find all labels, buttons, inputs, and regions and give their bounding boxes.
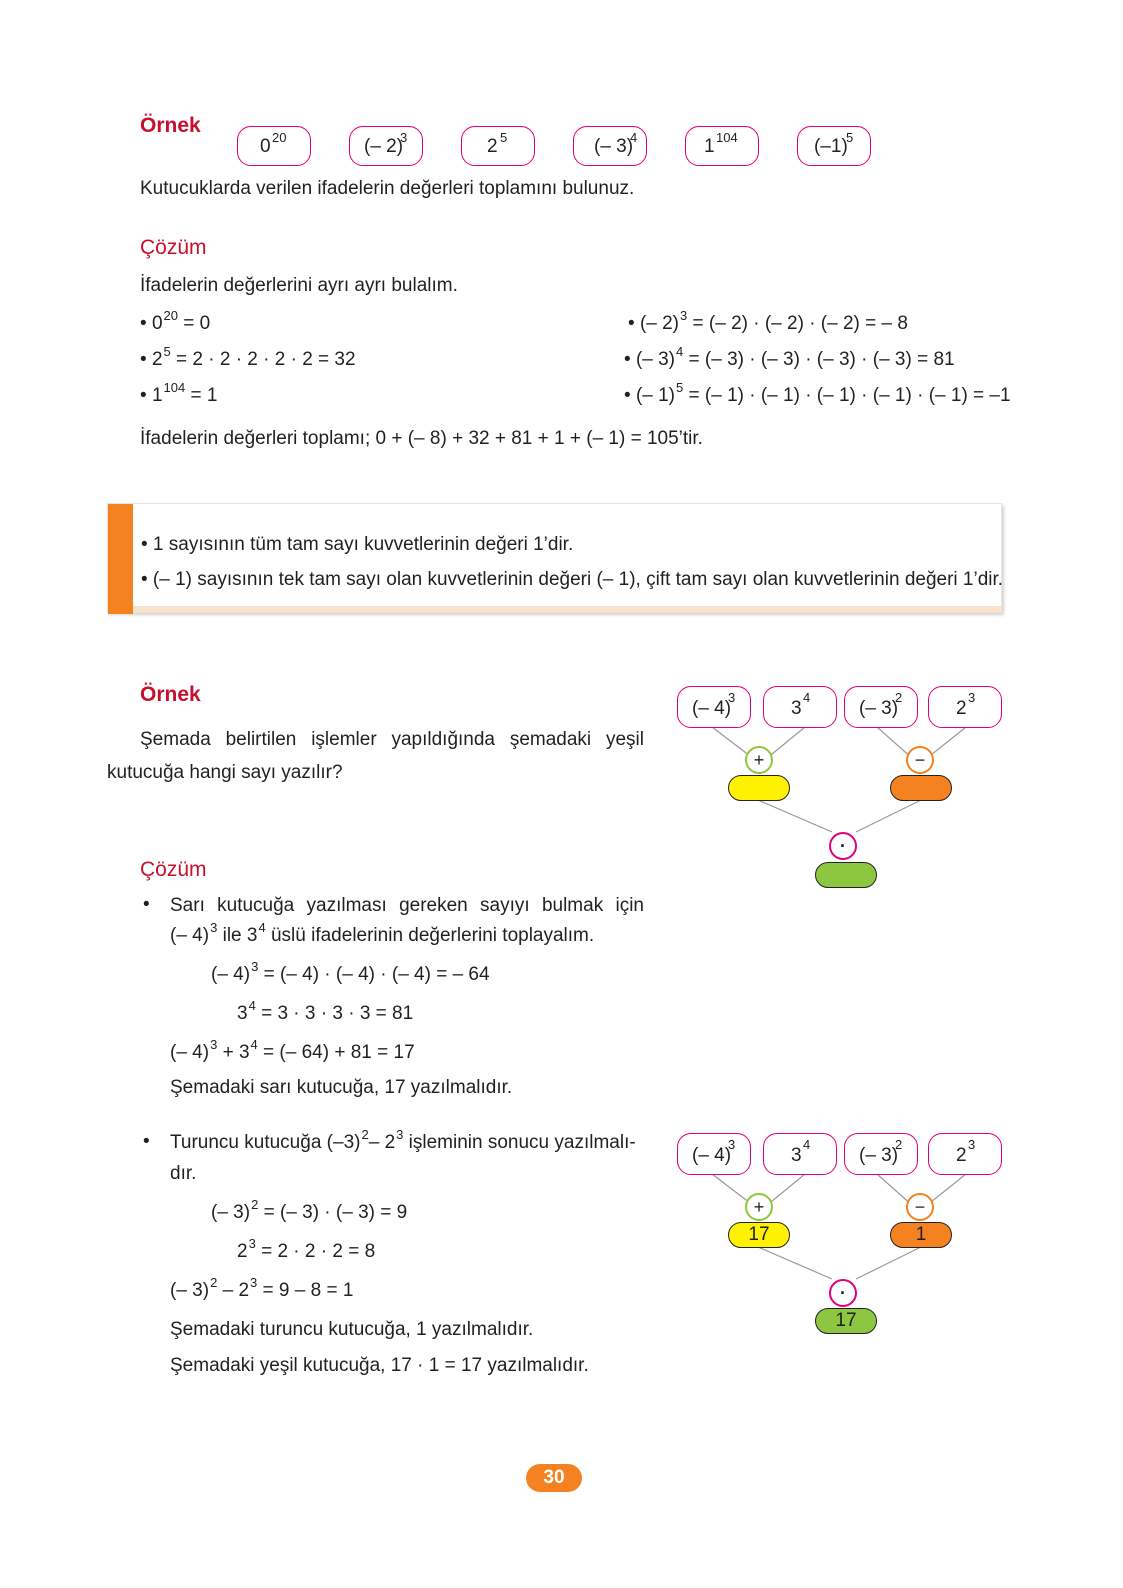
expr-box-1 xyxy=(237,126,311,166)
expr-exponent: 3 xyxy=(728,1137,736,1152)
expr-exponent: 4 xyxy=(803,1137,811,1152)
solution2-heading: Çözüm xyxy=(140,858,207,881)
solution-line: • (– 3)$^4$ = (– 3) · (– 3) · (– 3) · (– 3) = 81 xyxy=(624,344,955,370)
conclusion: Şemadaki yeşil kutucuğa, 17 · 1 = 17 yazılmalıdır. xyxy=(170,1355,589,1376)
expr-exponent: 3 xyxy=(968,1137,976,1152)
expr-exponent: 104 xyxy=(716,130,738,145)
conclusion: Şemadaki turuncu kutucuğa, 1 yazılmalıdır. xyxy=(170,1319,534,1340)
bullet: • xyxy=(143,1131,150,1152)
expr-exponent: 3 xyxy=(728,690,736,705)
equation: (– $4)^3 + 3^4$ = (– 64) + 81 = 17 xyxy=(170,1037,415,1063)
equation: $2^3 = 2 \cdot 2 \cdot 2 = 8$ xyxy=(237,1236,376,1262)
diagram-box-2 xyxy=(763,686,837,728)
solution2-p2-line2: dır. xyxy=(170,1163,197,1184)
expr-box-5 xyxy=(685,126,759,166)
diagram2-box-2 xyxy=(763,1133,837,1175)
note-accent-bar xyxy=(108,504,133,614)
expr-box-3 xyxy=(461,126,535,166)
example2-question-line1: Şemada belirtilen işlemler yapıldığında şemadaki yeşil xyxy=(140,729,644,750)
expr-exponent: 4 xyxy=(803,690,811,705)
example2-question-line2: kutucuğa hangi sayı yazılır? xyxy=(107,762,343,783)
solution2-p1-line1: Sarı kutucuğa yazılması gereken sayıyı bulmak için xyxy=(170,895,644,916)
expr-box-4 xyxy=(573,126,647,166)
solution2-p1-line2: (– 4)$^3$ ile $3^4$ üslü ifadelerinin değerlerini toplayalım. xyxy=(170,920,595,946)
solution-heading: Çözüm xyxy=(140,236,207,259)
expr-base: 3 xyxy=(791,1145,802,1166)
page-number: 30 xyxy=(526,1464,582,1492)
expr-exponent: 20 xyxy=(272,130,287,145)
multiply-icon: · xyxy=(829,1279,857,1307)
plus-icon: + xyxy=(745,746,773,774)
diagram-box-1 xyxy=(677,686,751,728)
plus-icon: + xyxy=(745,1193,773,1221)
orange-box-filled: 1 xyxy=(890,1222,952,1248)
expr-base: 2 xyxy=(487,136,498,157)
yellow-box-filled: 17 xyxy=(728,1222,790,1248)
equation: $3^4 = 3 \cdot 3 \cdot 3 \cdot 3 = 81$ xyxy=(237,998,414,1024)
solution-line: • $1^{104} = 1$ xyxy=(140,380,218,406)
expr-exponent: 4 xyxy=(630,130,638,145)
expr-base: (– 3) xyxy=(859,1145,899,1166)
expr-base: (– 2) xyxy=(364,136,404,157)
example-question: Kutucuklarda verilen ifadelerin değerleri toplamını bulunuz. xyxy=(140,178,635,199)
equation: (– 4)$^3$ = (– 4) · (– 4) · (– 4) = – 64 xyxy=(211,959,490,985)
expr-exponent: 5 xyxy=(500,130,508,145)
conclusion: Şemadaki sarı kutucuğa, 17 yazılmalıdır. xyxy=(170,1077,513,1098)
note-line-1: • 1 sayısının tüm tam sayı kuvvetlerinin değeri 1’dir. xyxy=(141,534,574,555)
expr-box-6 xyxy=(797,126,871,166)
expr-base: (– 3) xyxy=(594,136,634,157)
solution-line: • $0^{20} = 0$ xyxy=(140,308,211,334)
expr-base: 2 xyxy=(956,1145,967,1166)
expr-base: 0 xyxy=(260,136,271,157)
diagram2-box-1 xyxy=(677,1133,751,1175)
equation: (– $3)^2 - 2^3 = 9 - 8 = 1$ xyxy=(170,1275,354,1301)
diagram-box-4 xyxy=(928,686,1002,728)
expr-base: (–1) xyxy=(814,136,848,157)
equation: (– 3)$^2$ = (– 3) · (– 3) = 9 xyxy=(211,1197,408,1223)
bullet: • xyxy=(143,894,150,915)
solution-line: • (– 2)$^3$ = (– 2) · (– 2) · (– 2) = – 8 xyxy=(628,308,908,334)
expr-exponent: 3 xyxy=(968,690,976,705)
green-box xyxy=(815,862,877,888)
solution2-p2-line1: Turuncu kutucuğa $(-3)^2-$ $2^3$ işleminin sonucu yazılmalı- xyxy=(170,1127,636,1153)
minus-icon: − xyxy=(906,1193,934,1221)
example-heading: Örnek xyxy=(140,114,201,137)
solution-line: • (– 1)$^5$ = (– 1) · (– 1) · (– 1) · (– 1) · (– 1) = –1 xyxy=(624,380,1011,406)
expr-exponent: 2 xyxy=(895,1137,903,1152)
expr-base: 3 xyxy=(791,698,802,719)
expr-box-2 xyxy=(349,126,423,166)
yellow-box xyxy=(728,775,790,801)
expr-exponent: 2 xyxy=(895,690,903,705)
green-box-filled: 17 xyxy=(815,1308,877,1334)
note-box xyxy=(107,503,1002,613)
expr-base: 2 xyxy=(956,698,967,719)
note-stripe xyxy=(133,606,1001,612)
expr-base: 1 xyxy=(704,136,715,157)
multiply-icon: · xyxy=(829,832,857,860)
diagram2-box-3 xyxy=(844,1133,918,1175)
expr-exponent: 5 xyxy=(846,130,854,145)
expr-base: (– 3) xyxy=(859,698,899,719)
solution-line: • $2^5 = 2 \cdot 2 \cdot 2 \cdot 2 \cdot 2 = 32$ xyxy=(140,344,356,370)
orange-box xyxy=(890,775,952,801)
note-line-2: • (– 1) sayısının tek tam sayı olan kuvvetlerinin değeri (– 1), çift tam sayı olan kuvvetlerinin değeri 1’dir. xyxy=(141,569,1004,590)
diagram2-box-4 xyxy=(928,1133,1002,1175)
minus-icon: − xyxy=(906,746,934,774)
diagram-box-3 xyxy=(844,686,918,728)
solution-intro: İfadelerin değerlerini ayrı ayrı bulalım. xyxy=(140,275,458,296)
expr-exponent: 3 xyxy=(400,130,408,145)
expr-base: (– 4) xyxy=(692,698,732,719)
expr-base: (– 4) xyxy=(692,1145,732,1166)
example2-heading: Örnek xyxy=(140,683,201,706)
solution-total: İfadelerin değerleri toplamı; 0 + (– 8) + 32 + 81 + 1 + (– 1) = 105’tir. xyxy=(140,428,703,449)
